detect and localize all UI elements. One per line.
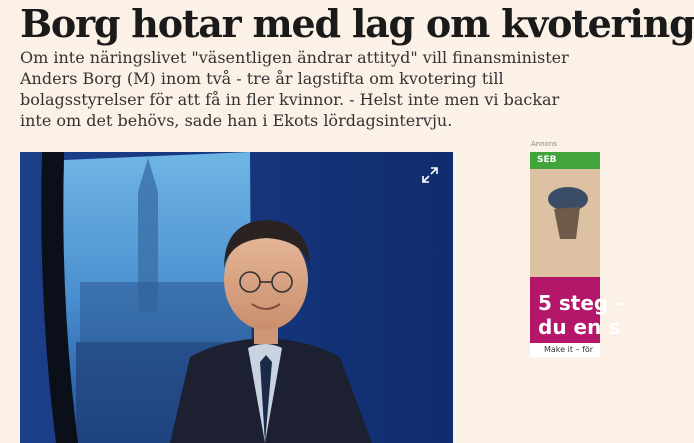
article-headline: Borg hotar med lag om kvotering bbox=[20, 1, 694, 46]
expand-icon[interactable] bbox=[421, 166, 439, 184]
sidebar-ad[interactable] bbox=[530, 152, 624, 357]
article-lead: Om inte näringslivet "väsentligen ändrar attityd" vill finansminister Anders Borg (M) inom två - tre år lagstifta om kvotering till bolagsstyrelser för att få in fler kvinnor. - Helst inte men vi backar inte om det behövs, sade han i Ekots lördagsintervju. bbox=[20, 48, 569, 130]
ad-label: Annons bbox=[531, 140, 558, 148]
ad-headline: 5 steg - du en s bbox=[530, 277, 600, 343]
photo-illustration bbox=[20, 152, 453, 443]
ad-footer: Make it – för bbox=[544, 345, 594, 354]
article-photo[interactable] bbox=[20, 152, 453, 443]
ad-brand: SEB bbox=[530, 152, 600, 169]
ad-image bbox=[530, 169, 600, 277]
